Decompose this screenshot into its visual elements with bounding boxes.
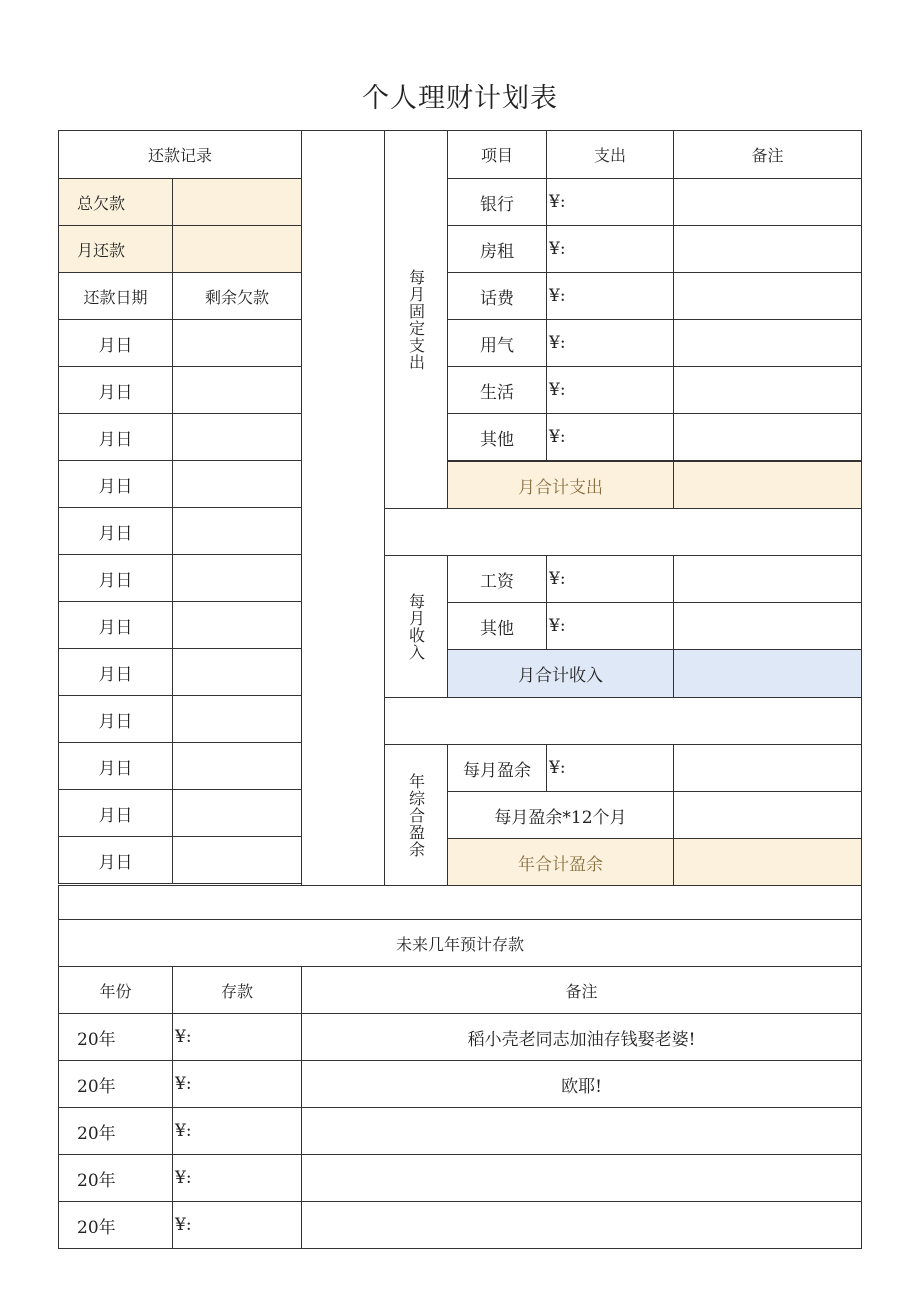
savings-deposit-input[interactable]: ¥:	[172, 1060, 302, 1108]
surplus-formula-label: 每月盈余*12个月	[447, 791, 674, 839]
repay-date-cell: 月日	[58, 742, 173, 790]
blank-row	[58, 885, 862, 920]
total-debt-label: 总欠款	[58, 178, 173, 226]
monthly-repay-value[interactable]	[172, 225, 302, 273]
repay-date-cell: 月日	[58, 648, 173, 696]
expense-item-label: 生活	[447, 366, 547, 414]
repay-date-cell: 月日	[58, 601, 173, 649]
remaining-debt-cell[interactable]	[172, 507, 302, 555]
savings-note-cell[interactable]	[301, 1107, 862, 1155]
expense-note-input[interactable]	[673, 319, 862, 367]
remaining-debt-cell[interactable]	[172, 554, 302, 602]
item-column-header: 项目	[447, 130, 547, 179]
expense-item-label: 话费	[447, 272, 547, 320]
remaining-debt-cell[interactable]	[172, 601, 302, 649]
expense-note-input[interactable]	[673, 413, 862, 461]
expense-amount-input[interactable]: ¥:	[546, 366, 674, 414]
savings-deposit-input[interactable]: ¥:	[172, 1013, 302, 1061]
repay-date-cell: 月日	[58, 789, 173, 837]
savings-year-label: 20年	[58, 1107, 173, 1155]
savings-year-label: 20年	[58, 1154, 173, 1202]
repay-date-cell: 月日	[58, 460, 173, 508]
savings-note-cell[interactable]	[301, 1154, 862, 1202]
remaining-debt-cell[interactable]	[172, 836, 302, 884]
repay-date-cell: 月日	[58, 507, 173, 555]
income-note-input[interactable]	[673, 555, 862, 603]
savings-note-column-header: 备注	[301, 966, 862, 1014]
savings-deposit-input[interactable]: ¥:	[172, 1154, 302, 1202]
remaining-debt-column-header: 剩余欠款	[172, 272, 302, 320]
remaining-debt-cell[interactable]	[172, 413, 302, 461]
monthly-surplus-label: 每月盈余	[447, 744, 547, 792]
savings-note-cell[interactable]: 稻小壳老同志加油存钱娶老婆!	[301, 1013, 862, 1061]
monthly-surplus-note[interactable]	[673, 744, 862, 792]
remaining-debt-cell[interactable]	[172, 789, 302, 837]
savings-note-cell[interactable]: 欧耶!	[301, 1060, 862, 1108]
remaining-debt-cell[interactable]	[172, 648, 302, 696]
savings-deposit-input[interactable]: ¥:	[172, 1201, 302, 1249]
monthly-surplus-value[interactable]: ¥:	[546, 744, 674, 792]
annual-surplus-total-label: 年合计盈余	[447, 838, 674, 886]
expense-amount-input[interactable]: ¥:	[546, 178, 674, 226]
annual-surplus-section-label: 年综合盈余	[384, 744, 448, 886]
repay-date-column-header: 还款日期	[58, 272, 173, 320]
expense-column-header: 支出	[546, 130, 674, 179]
remaining-debt-cell[interactable]	[172, 742, 302, 790]
savings-year-label: 20年	[58, 1013, 173, 1061]
repay-date-cell: 月日	[58, 413, 173, 461]
expense-amount-input[interactable]: ¥:	[546, 272, 674, 320]
expense-amount-input[interactable]: ¥:	[546, 225, 674, 273]
repay-date-cell: 月日	[58, 319, 173, 367]
monthly-expense-total-label: 月合计支出	[447, 461, 674, 509]
remaining-debt-cell[interactable]	[172, 366, 302, 414]
expense-item-label: 银行	[447, 178, 547, 226]
expense-amount-input[interactable]: ¥:	[546, 319, 674, 367]
finance-plan-sheet	[58, 130, 862, 1250]
monthly-expense-total-value[interactable]	[673, 461, 862, 509]
savings-year-label: 20年	[58, 1060, 173, 1108]
note-column-header: 备注	[673, 130, 862, 179]
total-debt-value[interactable]	[172, 178, 302, 226]
expense-note-input[interactable]	[673, 366, 862, 414]
income-note-input[interactable]	[673, 602, 862, 650]
monthly-repay-label: 月还款	[58, 225, 173, 273]
page-title: 个人理财计划表	[362, 83, 558, 114]
monthly-income-total-label: 月合计收入	[447, 649, 674, 698]
income-item-label: 其他	[447, 602, 547, 650]
spacer-column	[301, 130, 385, 886]
repay-date-cell: 月日	[58, 366, 173, 414]
expense-item-label: 房租	[447, 225, 547, 273]
income-item-label: 工资	[447, 555, 547, 603]
monthly-income-total-value[interactable]	[673, 649, 862, 698]
savings-note-cell[interactable]	[301, 1201, 862, 1249]
savings-deposit-input[interactable]: ¥:	[172, 1107, 302, 1155]
repay-date-cell: 月日	[58, 836, 173, 884]
expense-note-input[interactable]	[673, 225, 862, 273]
remaining-debt-cell[interactable]	[172, 695, 302, 743]
remaining-debt-cell[interactable]	[172, 319, 302, 367]
expense-note-input[interactable]	[673, 272, 862, 320]
savings-year-label: 20年	[58, 1201, 173, 1249]
income-amount-input[interactable]: ¥:	[546, 555, 674, 603]
year-column-header: 年份	[58, 966, 173, 1014]
expense-item-label: 其他	[447, 413, 547, 461]
annual-surplus-total-value[interactable]	[673, 838, 862, 886]
income-amount-input[interactable]: ¥:	[546, 602, 674, 650]
deposit-column-header: 存款	[172, 966, 302, 1014]
repayment-header: 还款记录	[58, 130, 302, 179]
repay-date-cell: 月日	[58, 554, 173, 602]
expense-amount-input[interactable]: ¥:	[546, 413, 674, 461]
savings-header: 未来几年预计存款	[58, 919, 862, 967]
expense-note-input[interactable]	[673, 178, 862, 226]
blank-row	[384, 697, 862, 745]
remaining-debt-cell[interactable]	[172, 460, 302, 508]
blank-row	[384, 508, 862, 556]
surplus-formula-value[interactable]	[673, 791, 862, 839]
income-section-label: 每月收入	[384, 555, 448, 698]
repay-date-cell: 月日	[58, 695, 173, 743]
fixed-expenses-section-label: 每月固定支出	[384, 130, 448, 509]
expense-item-label: 用气	[447, 319, 547, 367]
